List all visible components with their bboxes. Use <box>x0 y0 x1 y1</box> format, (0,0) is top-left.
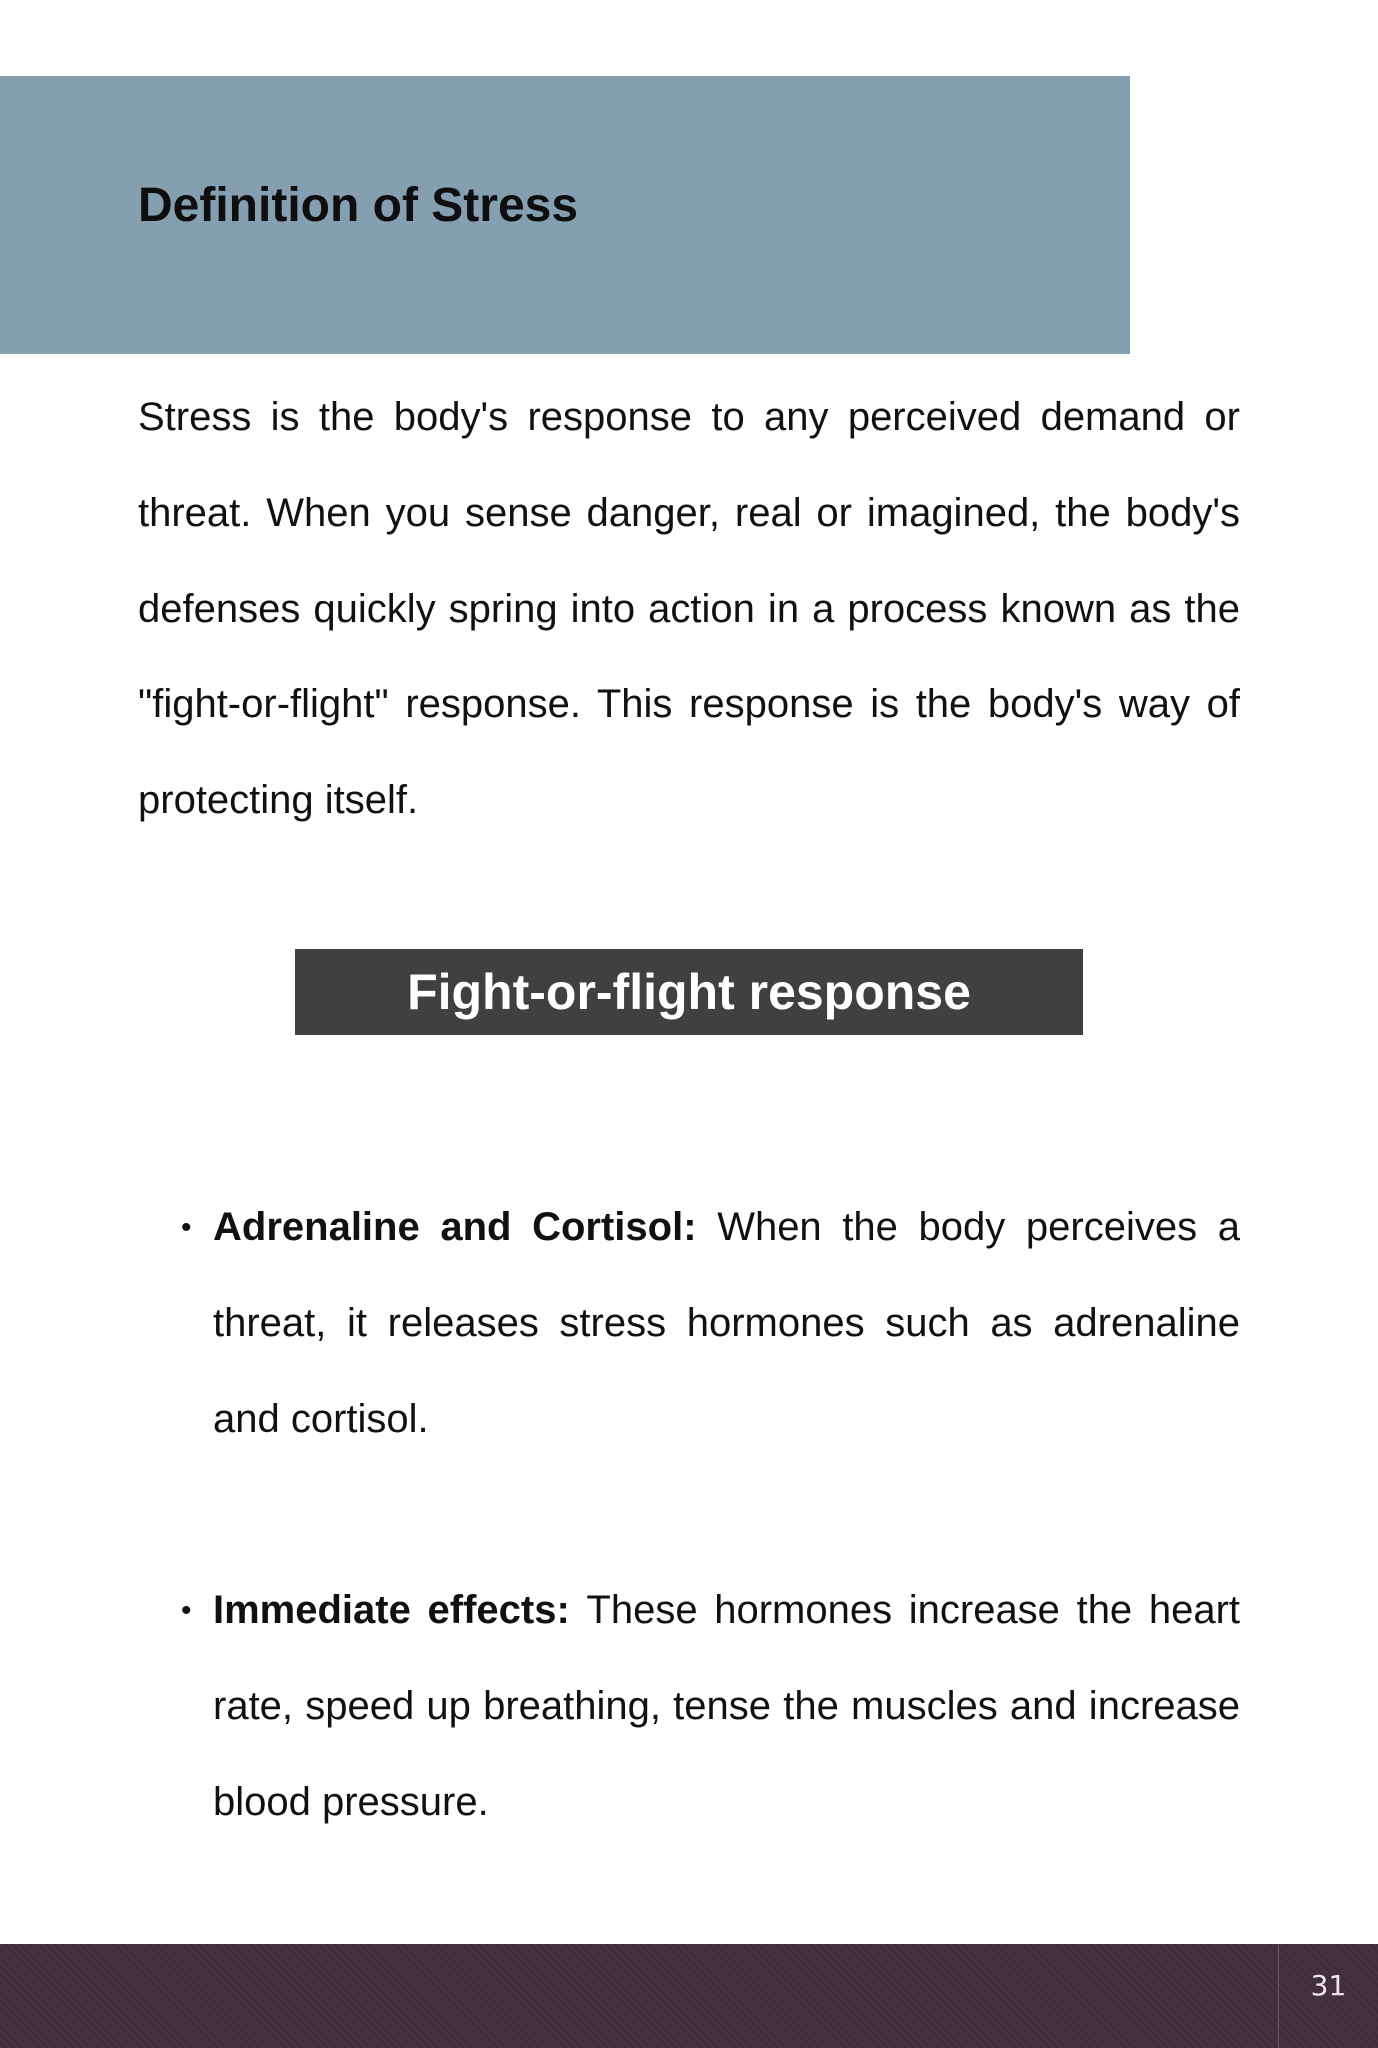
bullet-item-adrenaline <box>181 1180 1241 1467</box>
bullet-term: Adrenaline and Cortisol: <box>213 1205 718 1249</box>
intro-paragraph: Stress is the body's response to any perceived demand or threat. When you sense danger, real or imagined, the body's defenses quickly spring into action in a process known as the "fight-or-flight" response. This response is the body's way of protecting itself. <box>138 395 1240 823</box>
page-title: Definition of Stress <box>138 179 579 232</box>
bullet-term: Immediate effects: <box>213 1588 587 1632</box>
page-number: 31 <box>1310 1969 1347 2002</box>
footer-bar <box>0 1944 1378 2048</box>
bullet-item-immediate-effects <box>181 1563 1240 1850</box>
bullet-text: These hormones increase the heart rate, speed up breathing, tense the muscles and increase blood pressure. <box>213 1588 1240 1824</box>
subheading-fight-or-flight: Fight-or-flight response <box>295 949 1083 1035</box>
bullet-text: When the body perceives a threat, it releases stress hormones such as adrenaline and cortisol. <box>213 1205 1241 1441</box>
bullet-dot-icon: • <box>181 1211 192 1244</box>
bullet-dot-icon: • <box>181 1594 192 1627</box>
